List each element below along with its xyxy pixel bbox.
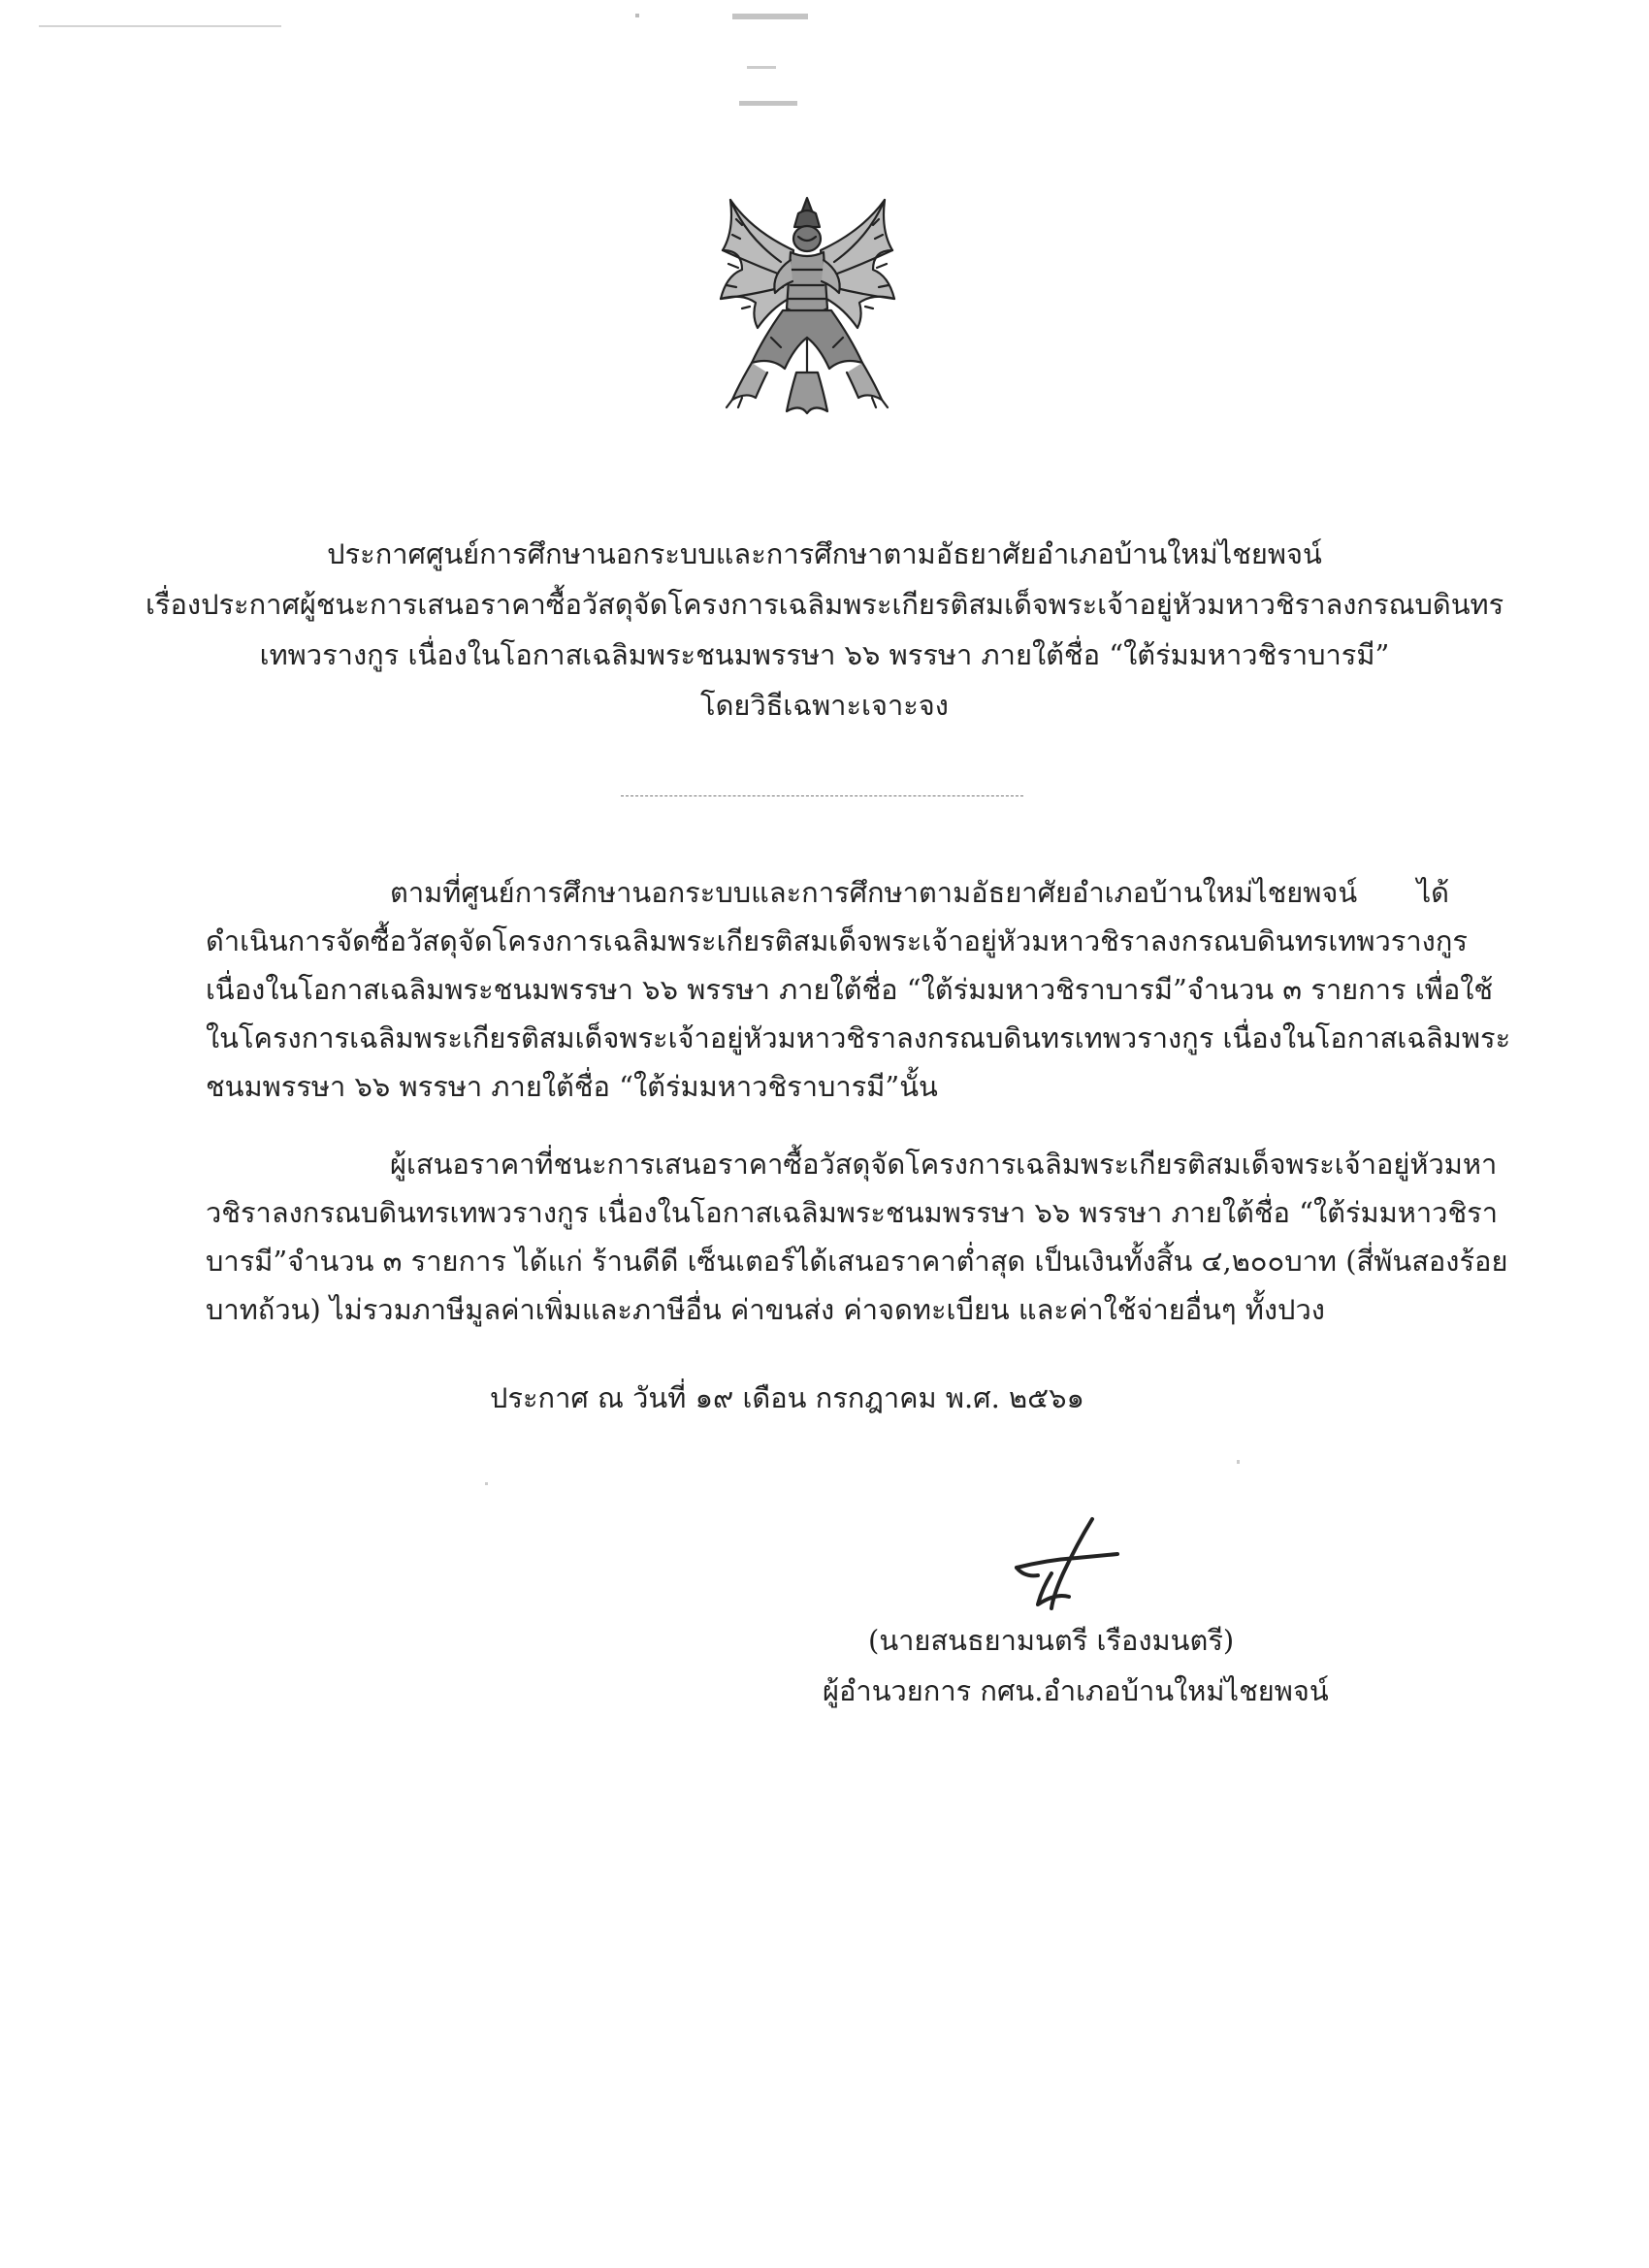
announcement-title	[146, 529, 1504, 730]
paragraph-winner	[206, 1140, 1508, 1334]
scan-mark	[747, 66, 776, 69]
paragraph-line: บาทถ้วน) ไม่รวมภาษีมูลค่าเพิ่มและภาษีอื่น ค่าขนส่ง ค่าจดทะเบียน และค่าใช้จ่ายอื่นๆ ทั้งปวง	[206, 1293, 1325, 1326]
paragraph-line: ตามที่ศูนย์การศึกษานอกระบบและการศึกษาตามอัธยาศัยอำเภอบ้านใหม่ไชยพจน์ ได้	[390, 876, 1449, 909]
title-line-subject-continued: เทพวรางกูร เนื่องในโอกาสเฉลิมพระชนมพรรษา ๖๖ พรรษา ภายใต้ชื่อ “ใต้ร่มมหาวชิราบารมี”	[259, 638, 1390, 671]
signer-name: (นายสนธยามนตรี เรืองมนตรี)	[868, 1624, 1235, 1657]
title-line-method: โดยวิธีเฉพาะเจาะจง	[700, 689, 949, 722]
scan-mark	[635, 14, 639, 17]
signer-position: ผู้อำนวยการ กศน.อำเภอบ้านใหม่ไชยพจน์	[823, 1674, 1329, 1707]
paragraph-line: ดำเนินการจัดซื้อวัสดุจัดโครงการเฉลิมพระเกียรติสมเด็จพระเจ้าอยู่หัวมหาวชิราลงกรณบดินทรเทพวรางกูร	[206, 924, 1468, 957]
announcement-date: ประกาศ ณ วันที่ ๑๙ เดือน กรกฎาคม พ.ศ. ๒๕๖๑	[490, 1381, 1084, 1414]
scan-mark	[1237, 1460, 1240, 1464]
paragraph-line: ผู้เสนอราคาที่ชนะการเสนอราคาซื้อวัสดุจัดโครงการเฉลิมพระเกียรติสมเด็จพระเจ้าอยู่หัวมหา	[390, 1148, 1498, 1181]
handwritten-signature	[1009, 1515, 1125, 1612]
scan-mark	[485, 1482, 488, 1485]
paragraph-background	[206, 868, 1511, 1111]
paragraph-line: เนื่องในโอกาสเฉลิมพระชนมพรรษา ๖๖ พรรษา ภายใต้ชื่อ “ใต้ร่มมหาวชิราบารมี”จำนวน ๓ รายการ เพื่อใช้	[206, 973, 1494, 1006]
paragraph-line: ชนมพรรษา ๖๖ พรรษา ภายใต้ชื่อ “ใต้ร่มมหาวชิราบารมี”นั้น	[206, 1070, 938, 1103]
scan-mark	[732, 14, 808, 19]
title-line-heading: ประกาศศูนย์การศึกษานอกระบบและการศึกษาตามอัธยาศัยอำเภอบ้านใหม่ไชยพจน์	[327, 537, 1322, 570]
garuda-emblem-icon	[713, 192, 902, 415]
scan-mark	[739, 101, 797, 106]
dashed-divider	[621, 795, 1023, 796]
scan-mark	[39, 25, 281, 27]
paragraph-line: ในโครงการเฉลิมพระเกียรติสมเด็จพระเจ้าอยู่หัวมหาวชิราลงกรณบดินทรเทพวรางกูร เนื่องในโอกาสเฉลิมพระ	[206, 1021, 1511, 1054]
title-line-subject: เรื่องประกาศผู้ชนะการเสนอราคาซื้อวัสดุจัดโครงการเฉลิมพระเกียรติสมเด็จพระเจ้าอยู่หัวมหาวชิราลงกรณบดินทร	[146, 588, 1504, 621]
paragraph-line: วชิราลงกรณบดินทรเทพวรางกูร เนื่องในโอกาสเฉลิมพระชนมพรรษา ๖๖ พรรษา ภายใต้ชื่อ “ใต้ร่มมหาวชิรา	[206, 1196, 1499, 1229]
paragraph-line: บารมี”จำนวน ๓ รายการ ได้แก่ ร้านดีดี เซ็นเตอร์ได้เสนอราคาต่ำสุด เป็นเงินทั้งสิ้น ๔,๒๐๐บาท (สี่พันสองร้อย	[206, 1245, 1508, 1278]
